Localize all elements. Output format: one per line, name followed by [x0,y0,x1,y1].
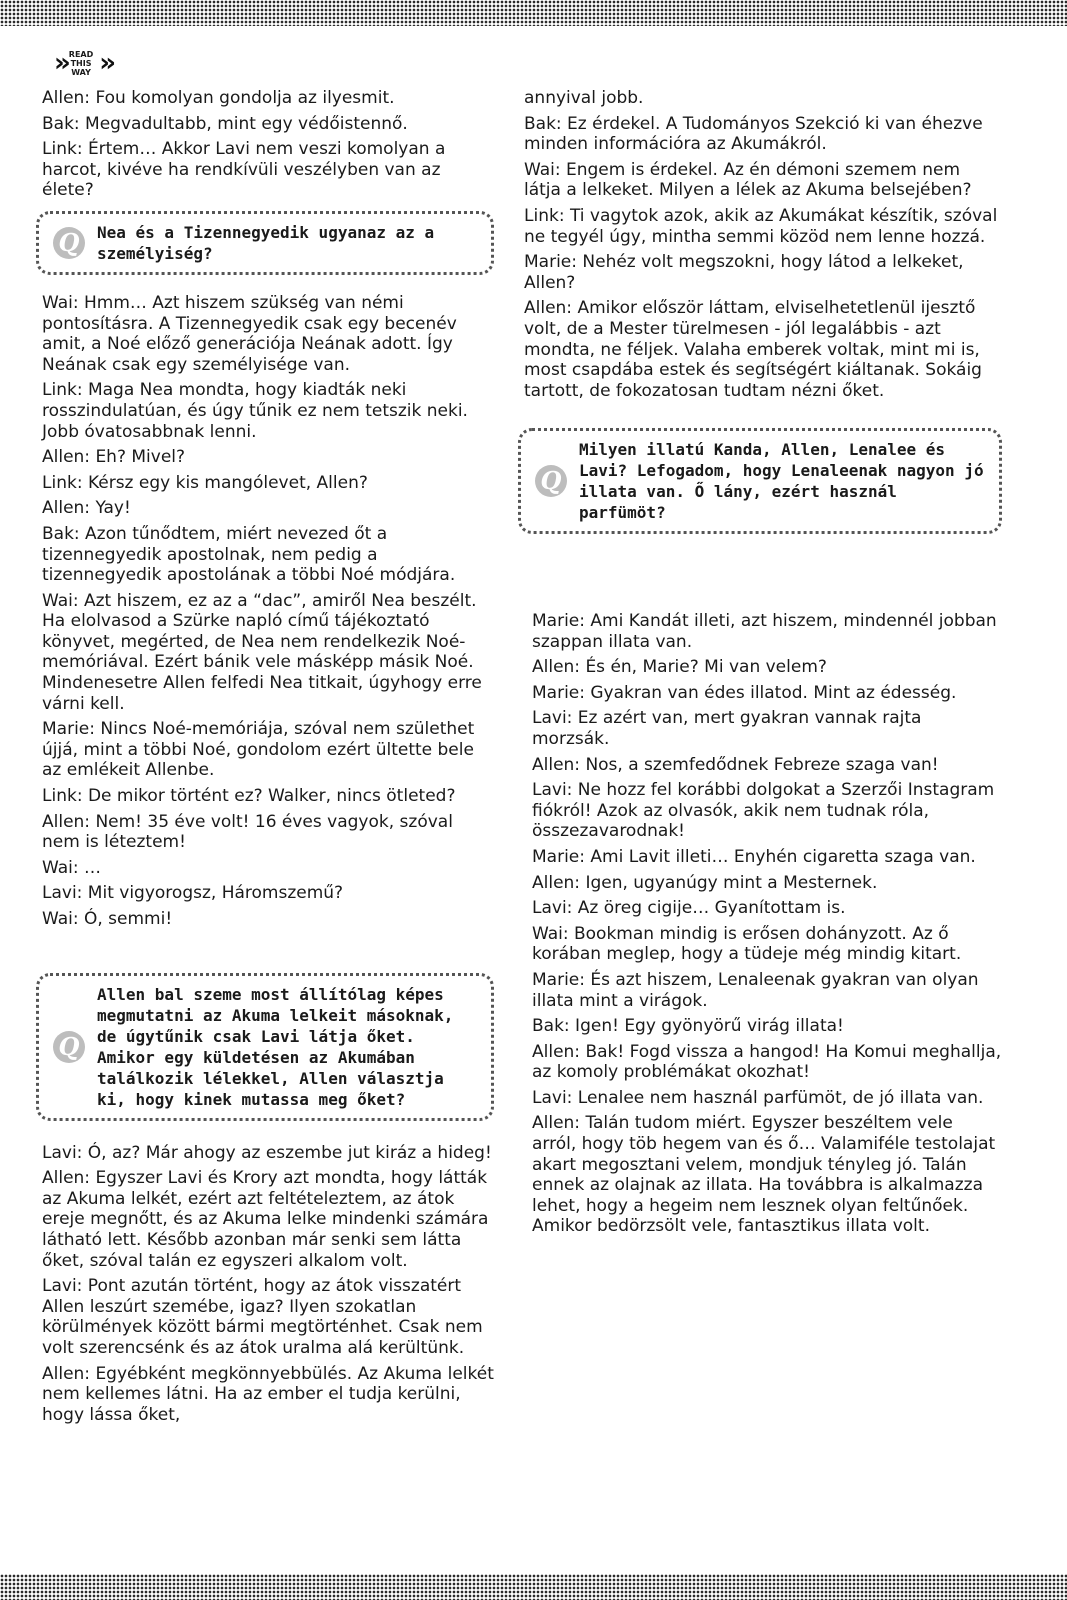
dialogue-line: Allen: Egyszer Lavi és Krory azt mondta, hogy látták az Akuma lelkét, ezért azt feltételeztem, az átok ereje megnőtt, és az Akuma lelke mindenki számára látható lett. Később azonban már senki sem látta őket, szóval talán ez egyszeri alkalom volt. [42,1168,489,1271]
dialogue-line: Allen: Bak! Fogd vissza a hangod! Ha Komui meghallja, az komoly problémákat okozhat! [532,1041,1002,1083]
double-chevron-icon: » [54,48,61,78]
top-decorative-border [0,0,1067,26]
dialogue-line: Link: Értem… Akkor Lavi nem veszi komolyan a harcot, kivéve ha rendkívüli veszélyben van az élete? [42,139,446,201]
q-icon: Q [53,227,85,259]
dialogue-line: Link: Ti vagytok azok, akik az Akumákat készítik, szóval ne tegyél úgy, mintha semmi közöd nem lenne hozzá. [524,205,998,247]
dialogue-line: Allen: Nos, a szemfedődnek Febreze szaga van! [532,754,939,775]
question-box [36,211,494,275]
dialogue-line: Wai: Ó, semmi! [42,909,173,929]
dialogue-line: Allen: Fou komolyan gondolja az ilyesmit. [42,88,395,108]
dialogue-line: Bak: Megvadultabb, mint egy védőistennő. [42,113,408,134]
dialogue-line: Wai: Bookman mindig is erősen dohányzott. Az ő korában meglep, hogy a tüdeje még mindig kitart. [532,923,962,965]
dialogue-line: Lavi: Mit vigyorogsz, Háromszemű? [42,883,344,904]
double-chevron-icon: » [99,48,107,78]
dialogue-line: Marie: Nehéz volt megszokni, hogy látod a lelkeket, Allen? [524,252,964,293]
dialogue-line: Allen: Nem! 35 éve volt! 16 éves vagyok, szóval nem is léteztem! [42,811,453,853]
dialogue-line: Bak: Azon tűnődtem, miért nevezed őt a tizennegyedik apostolnak, nem pedig a tizennegyedik apostolának a többi Noé módjára. [42,523,456,586]
question-box [518,428,1002,534]
way-word: WAY [71,67,91,77]
dialogue-line: Allen: Yay! [42,498,131,519]
dialogue-line: Bak: Ez érdekel. A Tudományos Szekció ki van éhezve minden információra az Akumákról. [524,113,983,155]
question-text: Nea és a Tizennegyedik ugyanaz az a személyiség? [97,222,435,263]
dialogue-line: Wai: … [42,857,101,878]
question-text: Milyen illatú Kanda, Allen, Lenalee és Lavi? Lefogadom, hogy Lenaleenak nagyon jó illata van. Ő lány, ezért használ parfümöt? [579,440,984,523]
question-box [36,973,494,1121]
dialogue-line: Wai: Engem is érdekel. Az én démoni szemem nem látja a lelkeket. Milyen a lélek az Akuma belsejében? [524,159,972,201]
dialogue-line: Bak: Igen! Egy gyönyörű virág illata! [532,1016,844,1037]
dialogue-line: Allen: Eh? Mivel? [42,447,186,468]
dialogue-line: Marie: És azt hiszem, Lenaleenak gyakran van olyan illata mint a virágok. [532,969,979,1011]
dialogue-line: Allen: Talán tudom miért. Egyszer beszéltem vele arról, hogy töb hegem van és ő… Valamiféle testolajat akart megosztani velem, mondjuk tényleg jó. Talán ennek az olajnak az illata. Ha továbbra is alkalmazza lehet, hogy a hegeim nem lesznek olyan feltűnőek. Amikor bedörzsölt vele, fantasztikus illata volt. [532,1113,996,1237]
dialogue-line: Link: Kérsz egy kis mangólevet, Allen? [42,472,368,493]
dialogue-line: Lavi: Lenalee nem használ parfümöt, de jó illata van. [532,1087,984,1108]
dialogue-line: Lavi: Pont azután történt, hogy az átok visszatért Allen leszúrt szemébe, igaz? Ilyen szokatlan körülmények között bármi megtörténhet. Csak nem volt szerencsénk és az átok uralma alá kerültünk. [42,1276,483,1358]
dialogue-line: Marie: Ami Lavit illeti… Enyhén cigaretta szaga van. [532,846,976,867]
dialogue-line: Marie: Gyakran van édes illatod. Mint az édesség. [532,682,957,703]
read-this-way-label [69,50,93,77]
dialogue-line: Lavi: Ez azért van, mert gyakran vannak rajta morzsák. [532,708,922,749]
question-text: Allen bal szeme most állítólag képes megmutatni az Akuma lelkeit másoknak, de úgytűnik csak Lavi látja őket. Amikor egy küldetésen az Akumában találkozik lélekkel, Allen választja ki, hogy kinek mutassa meg őket? [97,984,454,1109]
dialogue-line: Allen: Egyébként megkönnyebbülés. Az Akuma lelkét nem kellemes látni. Ha az ember el tudja kerülni, hogy lássa őket, [42,1363,494,1425]
dialogue-line: annyival jobb. [524,88,644,108]
dialogue-line: Wai: Hmm… Azt hiszem szükség van némi pontosításra. A Tizennegyedik csak egy becenév amit, a Noé előző generációja Neának adott. Így Neának csak egy személyisége van. [42,292,457,375]
dialogue-line: Link: De mikor történt ez? Walker, nincs ötleted? [42,786,456,807]
left-column [42,88,494,1430]
dialogue-line: Marie: Ami Kandát illeti, azt hiszem, mindennél jobban szappan illata van. [532,611,997,652]
read-this-way-marker [54,48,106,78]
dialogue-line: Lavi: Ne hozz fel korábbi dolgokat a Szerzői Instagram fiókról! Azok az olvasók, akik nem tudnak róla, összezavarodnak! [532,780,995,842]
right-column-answers [532,611,1002,1242]
this-word: THIS [70,58,92,68]
dialogue-line: Allen: Igen, ugyanúgy mint a Mesternek. [532,872,878,893]
dialogue-line: Link: Maga Nea mondta, hogy kiadták neki rosszindulatúan, és úgy tűnik ez nem tetszik neki. Jobb óvatosabbnak lenni. [42,380,468,442]
dialogue-line: Lavi: Ó, az? Már ahogy az eszembe jut kiráz a hideg! [42,1142,492,1163]
dialogue-line: Allen: Amikor először láttam, elviselhetetlenül ijesztő volt, de a Mester türelmesen - jól legalábbis - azt mondta, ne féljek. Valaha emberek voltak, mint mi is, most csapdába estek és segítségért kiáltanak. Sokáig tartott, de fokozatosan tudtam nézni őket. [524,298,982,401]
q-icon: Q [535,465,567,497]
dialogue-line: Allen: És én, Marie? Mi van velem? [532,657,827,678]
dialogue-line: Marie: Nincs Noé-memóriája, szóval nem születhet újjá, mint a többi Noé, gondolom ezért ültette bele az emlékeit Allenbe. [42,719,475,781]
dialogue-line: Lavi: Az öreg cigije… Gyanítottam is. [532,898,846,919]
q-icon: Q [53,1031,85,1063]
dialogue-line: Wai: Azt hiszem, ez az a “dac”, amiről Nea beszélt. Ha elolvasod a Szürke napló című tájékoztató könyvet, megérted, de Nea nem rendelkezik Noé-memóriával. Ezért bánik vele másképp másik Noé. Mindenesetre Allen felfedi Nea titkait, úgyhogy erre várni kell. [42,590,482,714]
right-column [524,88,1002,548]
read-word: READ [68,49,94,59]
bottom-decorative-border [0,1574,1067,1600]
